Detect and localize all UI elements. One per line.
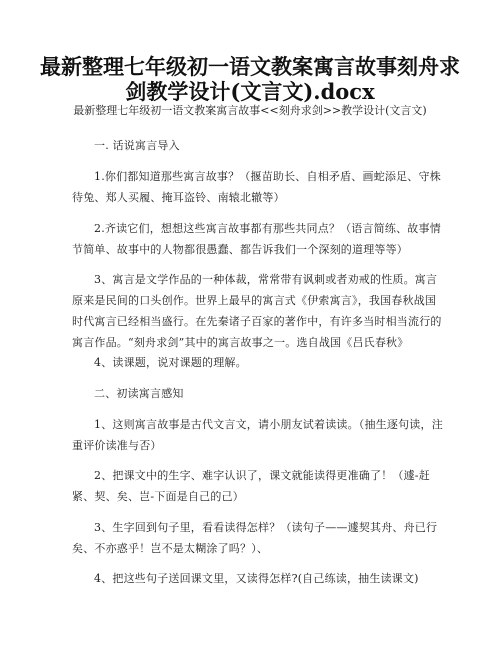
document-title: 最新整理七年级初一语文教案寓言故事刻舟求剑教学设计(文言文).docx — [40, 54, 460, 104]
section-heading: 一. 话说寓言导入 — [94, 139, 180, 152]
paragraph: 3、寓言是文学作品的一种体裁，常常带有讽刺或者劝戒的性质。寓言原来是民间的口头创作。世界上最早的寓言式《伊索寓言》，我国春秋战国时代寓言已经相当盛行。在先秦诸子百家的著作中，有许多当时相当流行的寓言作品。“刻舟求剑”其中的寓言故事之一。选自战国《吕氏春秋》 — [72, 273, 442, 349]
paragraph: 4、读课题，说对课题的理解。 — [94, 356, 247, 369]
paragraph: 4、把这些句子送回课文里，又读得怎样?(自己练读，抽生读课文) — [94, 572, 419, 585]
document-subtitle: 最新整理七年级初一语文教案寓言故事<<刻舟求剑>>教学设计(文言文) — [73, 104, 427, 117]
paragraph: 3、生字回到句子里，看看读得怎样？（读句子——遽契其舟、舟已行矣、不亦惑乎！岂不是太糊涂了吗？）、 — [72, 521, 438, 555]
paragraph: 2、把课文中的生字、难字认识了，课文就能读得更准确了！（遽-赶紧、契、矣、岂-下面是自己的己） — [72, 469, 430, 503]
paragraph: 1、这则寓言故事是古代文言文，请小朋友试着读读。（抽生逐句读，注重评价读准与否） — [72, 418, 443, 452]
section-heading: 二、初读寓言感知 — [94, 387, 184, 400]
paragraph: 2.齐读它们，想想这些寓言故事都有那些共同点？（语言简练、故事情节简单、故事中的人物都很愚蠢、都告诉我们一个深刻的道理等等） — [72, 222, 441, 256]
paragraph: 1.你们都知道那些寓言故事？（揠苗助长、自相矛盾、画蛇添足、守株待兔、郑人买履、掩耳盗铃、南辕北辙等） — [72, 170, 441, 204]
